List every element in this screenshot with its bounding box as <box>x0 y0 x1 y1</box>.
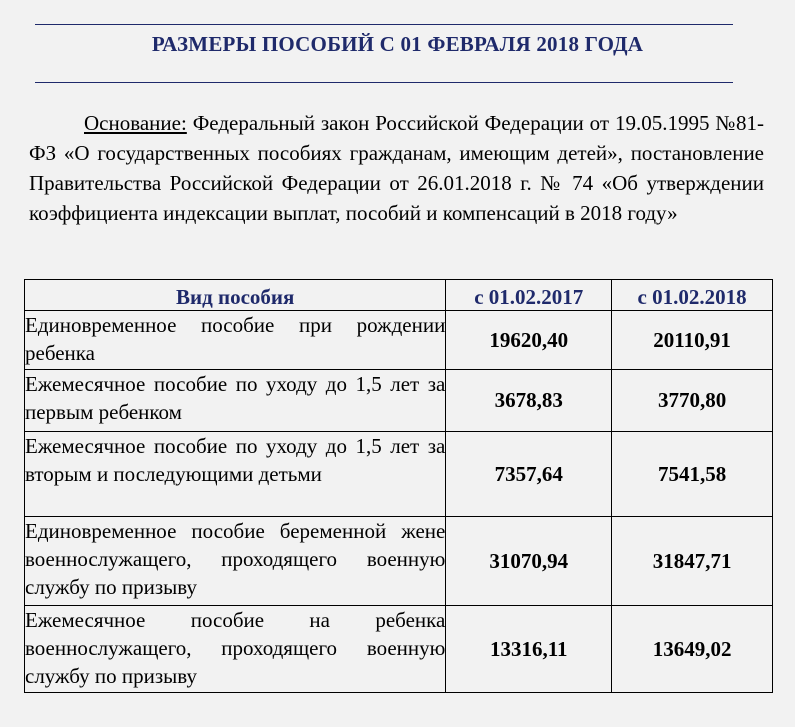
basis-text: Федеральный закон Российской Федерации от 19.05.1995 №81-ФЗ «О государственных пособиях гражданам, имеющим детей», постановление Правительства Российской Федерации от 26.01.2018 г. № 74 «Об утверждении коэффициента индексации выплат, пособий и компенсаций в 2018 году» <box>29 111 764 225</box>
value-2018: 7541,58 <box>612 432 773 517</box>
value-2018: 20110,91 <box>612 311 773 370</box>
benefit-name: Ежемесячное пособие по уходу до 1,5 лет за вторым и последующими детьми <box>25 432 446 517</box>
table-row <box>25 370 773 432</box>
table-row <box>25 517 773 606</box>
page-title: РАЗМЕРЫ ПОСОБИЙ С 01 ФЕВРАЛЯ 2018 ГОДА <box>151 32 644 56</box>
header-benefit-type: Вид пособия <box>25 280 446 311</box>
header-2018: с 01.02.2018 <box>612 280 773 311</box>
benefit-name: Единовременное пособие беременной жене военнослужащего, проходящего военную службу по призыву <box>25 517 446 606</box>
basis-paragraph <box>29 108 764 228</box>
table-row <box>25 606 773 693</box>
value-2017: 3678,83 <box>446 370 612 432</box>
value-2018: 3770,80 <box>612 370 773 432</box>
value-2017: 19620,40 <box>446 311 612 370</box>
benefit-name: Ежемесячное пособие по уходу до 1,5 лет за первым ребенком <box>25 370 446 432</box>
title-rule-top <box>35 24 733 25</box>
value-2018: 13649,02 <box>612 606 773 693</box>
table-row <box>25 432 773 517</box>
table-header-row <box>25 280 773 311</box>
table-row <box>25 311 773 370</box>
value-2017: 13316,11 <box>446 606 612 693</box>
benefits-table <box>24 279 773 693</box>
title-rule-bottom <box>35 82 733 83</box>
value-2018: 31847,71 <box>612 517 773 606</box>
value-2017: 31070,94 <box>446 517 612 606</box>
benefit-name: Единовременное пособие при рождении ребенка <box>25 311 446 370</box>
header-2017: с 01.02.2017 <box>446 280 612 311</box>
value-2017: 7357,64 <box>446 432 612 517</box>
benefit-name: Ежемесячное пособие на ребенка военнослужащего, проходящего военную службу по призыву <box>25 606 446 693</box>
basis-label: Основание: <box>84 111 187 135</box>
